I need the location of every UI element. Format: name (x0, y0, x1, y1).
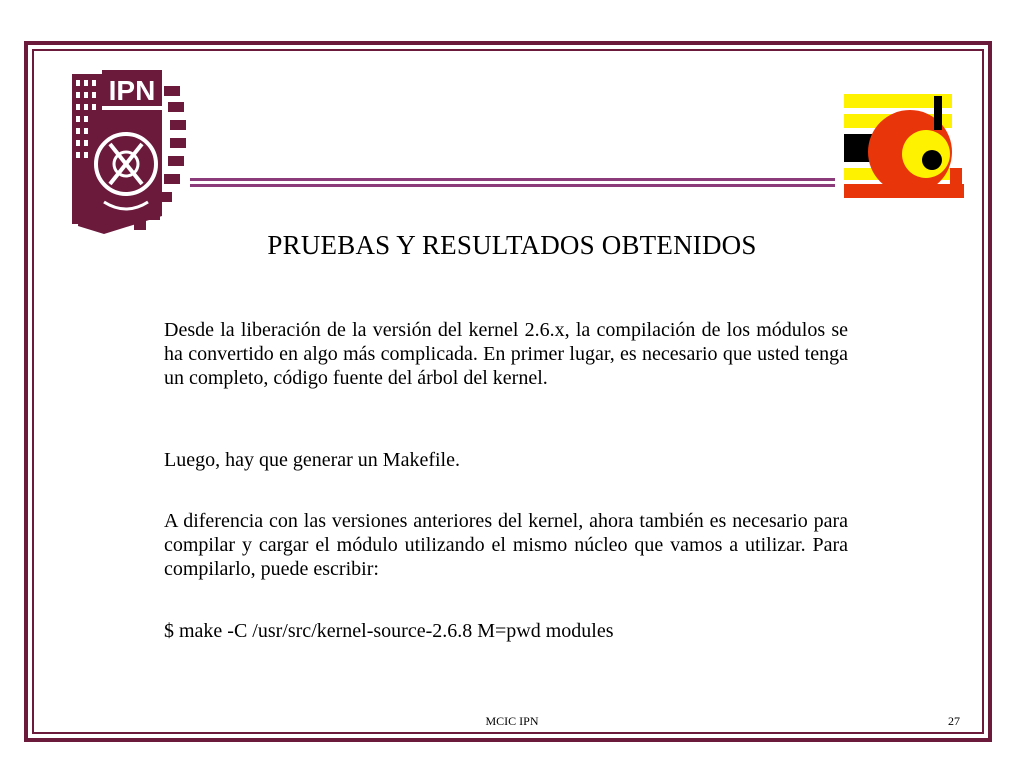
ipn-logo-icon (64, 66, 188, 238)
paragraph-kernel-compilation: Desde la liberación de la versión del kernel 2.6.x, la compilación de los módulos se ha convertido en algo más complicada. En primer lugar, es necesario que usted tenga un completo, código fuente del árbol del kernel. (164, 319, 848, 389)
paragraph-makefile: Luego, hay que generar un Makefile. (164, 449, 460, 471)
cic-logo-icon (840, 92, 964, 200)
header-rule-top (190, 178, 835, 181)
paragraph-differences: A diferencia con las versiones anteriores del kernel, ahora también es necesario para compilar y cargar el módulo utilizando el mismo núcleo que vamos a utilizar. Para compilarlo, puede escribir: (164, 510, 848, 580)
svg-text:IPN: IPN (108, 75, 156, 106)
paragraph-make-command: $ make -C /usr/src/kernel-source-2.6.8 M=pwd modules (164, 620, 614, 642)
footer-label: MCIC IPN (485, 714, 539, 728)
header-rule-bottom (190, 184, 835, 187)
slide-title: PRUEBAS Y RESULTADOS OBTENIDOS (267, 230, 757, 260)
page-number: 27 (948, 714, 960, 728)
